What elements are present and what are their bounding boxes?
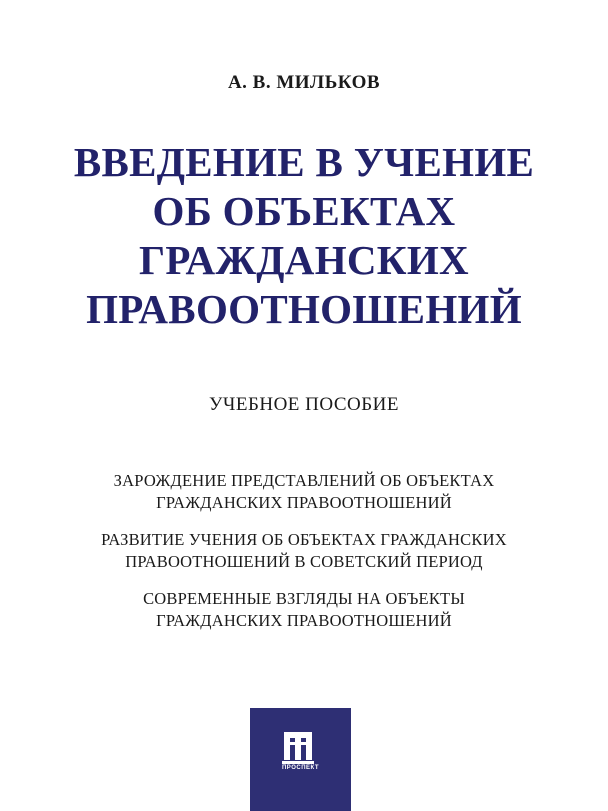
topic-line: РАЗВИТИЕ УЧЕНИЯ ОБ ОБЪЕКТАХ ГРАЖДАНСКИХ: [101, 530, 507, 549]
book-title: [0, 138, 608, 334]
topic-line: ПРАВООТНОШЕНИЙ В СОВЕТСКИЙ ПЕРИОД: [125, 552, 483, 571]
topic-item: [0, 470, 608, 514]
topic-line: ГРАЖДАНСКИХ ПРАВООТНОШЕНИЙ: [156, 611, 452, 630]
topic-item: [0, 529, 608, 573]
book-subtitle: УЧЕБНОЕ ПОСОБИЕ: [209, 394, 399, 415]
title-line: ГРАЖДАНСКИХ: [139, 237, 469, 283]
topics-list: [0, 470, 608, 647]
title-line: ОБ ОБЪЕКТАХ: [152, 188, 456, 234]
topic-line: ЗАРОЖДЕНИЕ ПРЕДСТАВЛЕНИЙ ОБ ОБЪЕКТАХ: [113, 471, 495, 490]
topic-line: СОВРЕМЕННЫЕ ВЗГЛЯДЫ НА ОБЪЕКТЫ: [143, 589, 465, 608]
author-name: А. В. МИЛЬКОВ: [227, 72, 381, 93]
publisher-name: ПРОСПЕКТ: [281, 765, 320, 771]
building-columns-icon: [270, 730, 326, 792]
title-line: ПРАВООТНОШЕНИЙ: [86, 286, 522, 332]
topic-item: [0, 588, 608, 632]
topic-line: ГРАЖДАНСКИХ ПРАВООТНОШЕНИЙ: [156, 493, 452, 512]
title-line: ВВЕДЕНИЕ В УЧЕНИЕ: [73, 139, 535, 185]
